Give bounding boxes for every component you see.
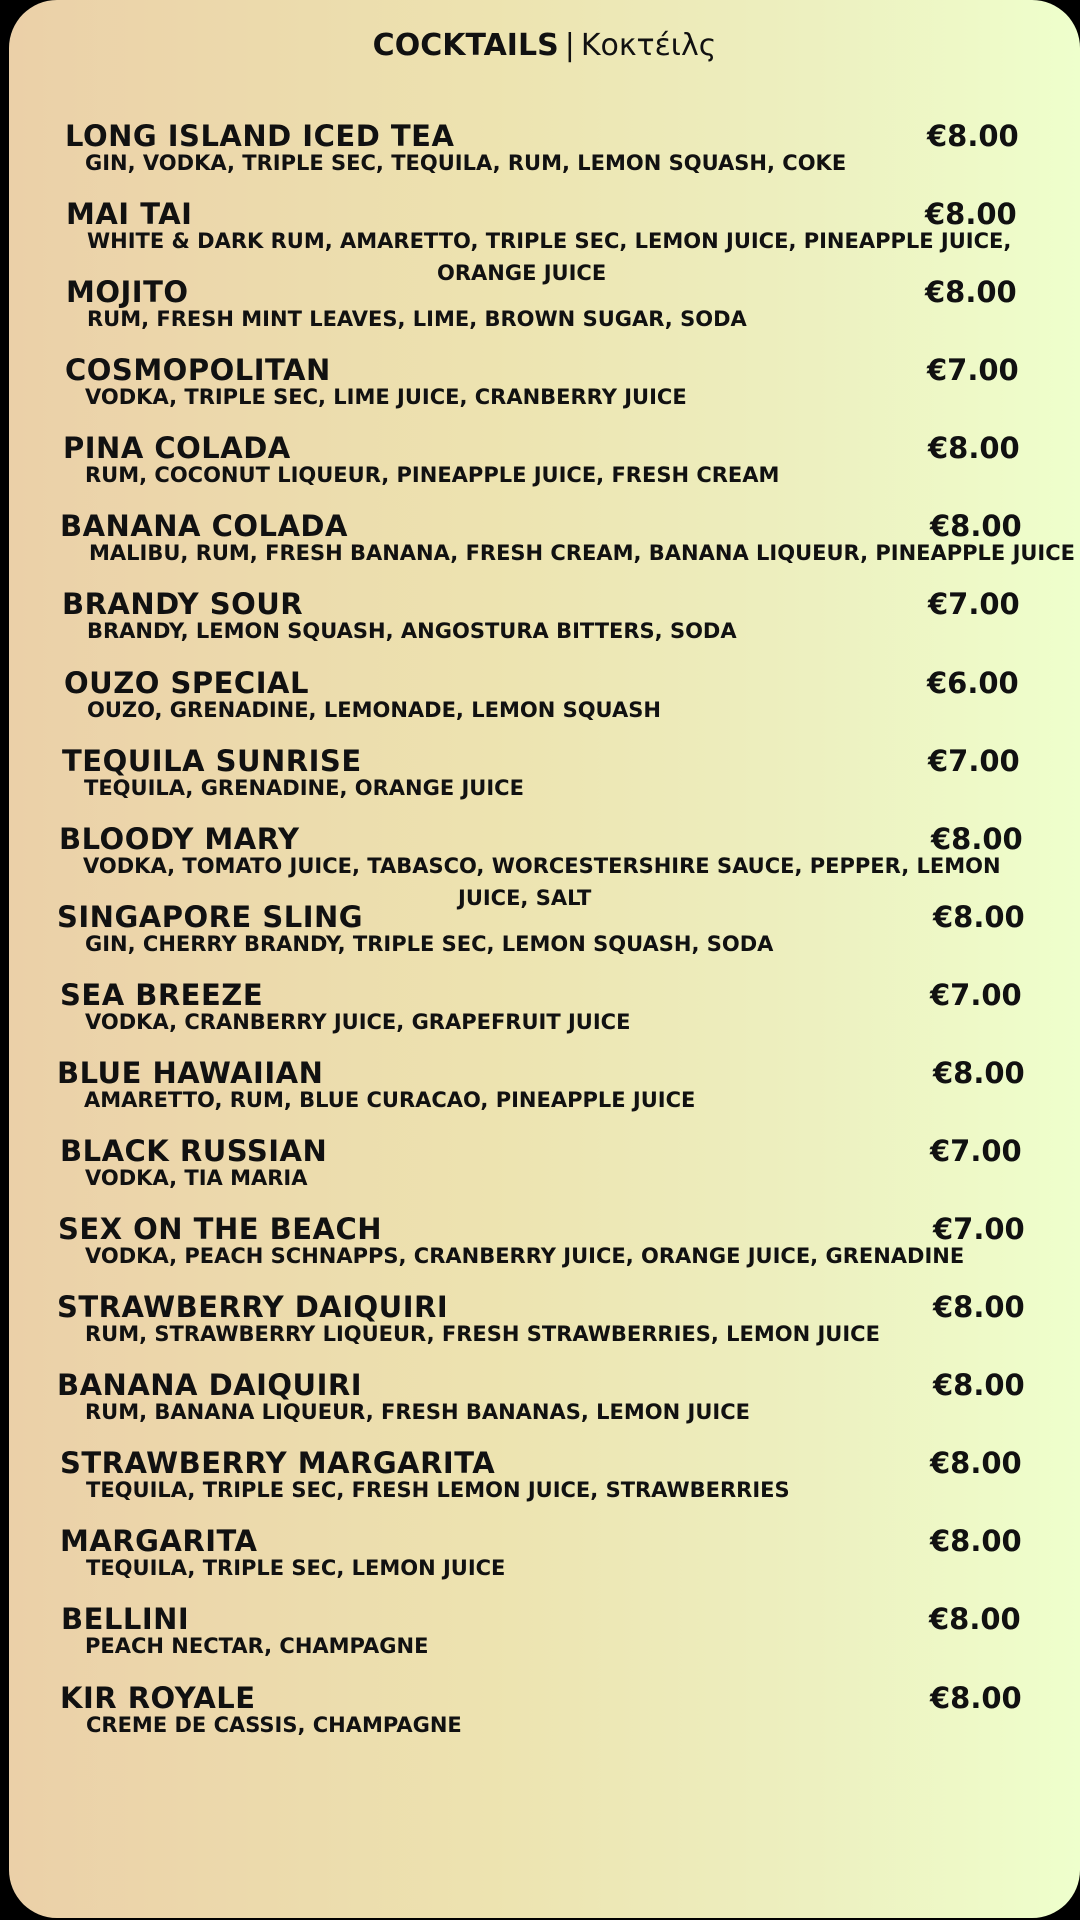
item-price: €7.00 xyxy=(930,978,1022,1012)
title-greek: Κοκτέιλς xyxy=(580,28,717,63)
item-price: €8.00 xyxy=(933,1368,1025,1402)
item-name: MARGARITA xyxy=(60,1524,258,1558)
item-ingredients: TEQUILA, TRIPLE SEC, FRESH LEMON JUICE, STRAWBERRIES xyxy=(86,1478,790,1502)
item-ingredients: GIN, CHERRY BRANDY, TRIPLE SEC, LEMON SQUASH, SODA xyxy=(85,932,774,956)
item-ingredients: RUM, COCONUT LIQUEUR, PINEAPPLE JUICE, FRESH CREAM xyxy=(85,463,780,487)
item-price: €8.00 xyxy=(928,431,1020,465)
menu-item xyxy=(9,1134,1080,1212)
item-name: BLACK RUSSIAN xyxy=(60,1134,328,1168)
menu-item xyxy=(9,353,1080,431)
menu-item xyxy=(9,1524,1080,1602)
item-ingredients-continued: ORANGE JUICE xyxy=(437,261,607,285)
item-price: €6.00 xyxy=(927,666,1019,700)
menu-item xyxy=(9,1446,1080,1524)
item-ingredients: VODKA, CRANBERRY JUICE, GRAPEFRUIT JUICE xyxy=(85,1010,631,1034)
menu-item xyxy=(9,822,1080,910)
menu-title xyxy=(9,28,1080,63)
item-price: €7.00 xyxy=(928,587,1020,621)
menu-item xyxy=(9,587,1080,665)
item-name: MAI TAI xyxy=(66,197,193,231)
menu-item xyxy=(9,666,1080,744)
item-ingredients: RUM, FRESH MINT LEAVES, LIME, BROWN SUGAR, SODA xyxy=(87,307,747,331)
item-price: €8.00 xyxy=(930,509,1022,543)
menu-item xyxy=(9,275,1080,353)
item-ingredients: VODKA, TRIPLE SEC, LIME JUICE, CRANBERRY JUICE xyxy=(85,385,687,409)
item-price: €8.00 xyxy=(925,197,1017,231)
item-price: €7.00 xyxy=(930,1134,1022,1168)
item-ingredients: VODKA, TIA MARIA xyxy=(85,1166,308,1190)
item-name: SINGAPORE SLING xyxy=(57,900,364,934)
menu-item xyxy=(9,431,1080,509)
title-english: COCKTAILS xyxy=(372,28,559,63)
item-price: €7.00 xyxy=(933,1212,1025,1246)
item-name: BANANA DAIQUIRI xyxy=(57,1368,362,1402)
item-ingredients: BRANDY, LEMON SQUASH, ANGOSTURA BITTERS, SODA xyxy=(87,619,737,643)
item-ingredients: RUM, STRAWBERRY LIQUEUR, FRESH STRAWBERRIES, LEMON JUICE xyxy=(85,1322,880,1346)
item-name: STRAWBERRY MARGARITA xyxy=(60,1446,496,1480)
item-name: STRAWBERRY DAIQUIRI xyxy=(57,1290,449,1324)
menu-item xyxy=(9,1056,1080,1134)
item-price: €8.00 xyxy=(927,119,1019,153)
item-price: €8.00 xyxy=(925,275,1017,309)
title-separator: | xyxy=(564,28,575,63)
item-ingredients: OUZO, GRENADINE, LEMONADE, LEMON SQUASH xyxy=(87,698,661,722)
item-name: BRANDY SOUR xyxy=(62,587,304,621)
item-price: €8.00 xyxy=(930,1681,1022,1715)
item-ingredients: CREME DE CASSIS, CHAMPAGNE xyxy=(86,1713,462,1737)
item-name: MOJITO xyxy=(66,275,189,309)
item-name: LONG ISLAND ICED TEA xyxy=(65,119,455,153)
menu-item xyxy=(9,900,1080,978)
item-price: €7.00 xyxy=(928,744,1020,778)
menu-item xyxy=(9,509,1080,587)
menu-item xyxy=(9,1602,1080,1680)
item-ingredients: TEQUILA, GRENADINE, ORANGE JUICE xyxy=(84,776,524,800)
item-name: COSMOPOLITAN xyxy=(65,353,331,387)
menu-item xyxy=(9,197,1080,285)
menu-item xyxy=(9,1368,1080,1446)
item-price: €7.00 xyxy=(927,353,1019,387)
item-ingredients: VODKA, TOMATO JUICE, TABASCO, WORCESTERSHIRE SAUCE, PEPPER, LEMON xyxy=(83,854,1001,878)
item-ingredients: RUM, BANANA LIQUEUR, FRESH BANANAS, LEMON JUICE xyxy=(85,1400,750,1424)
item-ingredients: GIN, VODKA, TRIPLE SEC, TEQUILA, RUM, LEMON SQUASH, COKE xyxy=(85,151,847,175)
item-name: SEX ON THE BEACH xyxy=(58,1212,383,1246)
menu-item xyxy=(9,1290,1080,1368)
menu-item xyxy=(9,1681,1080,1759)
menu-item xyxy=(9,119,1080,197)
item-price: €8.00 xyxy=(933,1290,1025,1324)
menu-item xyxy=(9,978,1080,1056)
item-name: KIR ROYALE xyxy=(60,1681,256,1715)
item-ingredients: WHITE & DARK RUM, AMARETTO, TRIPLE SEC, LEMON JUICE, PINEAPPLE JUICE, xyxy=(87,229,1012,253)
item-ingredients: PEACH NECTAR, CHAMPAGNE xyxy=(85,1634,429,1658)
menu-item xyxy=(9,1212,1080,1290)
item-ingredients: MALIBU, RUM, FRESH BANANA, FRESH CREAM, BANANA LIQUEUR, PINEAPPLE JUICE xyxy=(89,541,1076,565)
menu-item xyxy=(9,744,1080,822)
item-price: €8.00 xyxy=(930,1524,1022,1558)
item-price: €8.00 xyxy=(930,1446,1022,1480)
item-name: BELLINI xyxy=(61,1602,190,1636)
item-price: €8.00 xyxy=(933,900,1025,934)
item-price: €8.00 xyxy=(929,1602,1021,1636)
item-price: €8.00 xyxy=(933,1056,1025,1090)
item-ingredients: AMARETTO, RUM, BLUE CURACAO, PINEAPPLE JUICE xyxy=(84,1088,696,1112)
item-price: €8.00 xyxy=(931,822,1023,856)
item-name: OUZO SPECIAL xyxy=(64,666,309,700)
item-ingredients-continued: JUICE, SALT xyxy=(458,886,592,910)
menu-card xyxy=(9,0,1080,1918)
item-name: TEQUILA SUNRISE xyxy=(62,744,362,778)
item-name: PINA COLADA xyxy=(63,431,291,465)
item-name: BLUE HAWAIIAN xyxy=(57,1056,324,1090)
item-ingredients: VODKA, PEACH SCHNAPPS, CRANBERRY JUICE, ORANGE JUICE, GRENADINE xyxy=(85,1244,965,1268)
item-name: SEA BREEZE xyxy=(60,978,264,1012)
item-name: BLOODY MARY xyxy=(59,822,300,856)
item-name: BANANA COLADA xyxy=(60,509,348,543)
item-ingredients: TEQUILA, TRIPLE SEC, LEMON JUICE xyxy=(86,1556,506,1580)
